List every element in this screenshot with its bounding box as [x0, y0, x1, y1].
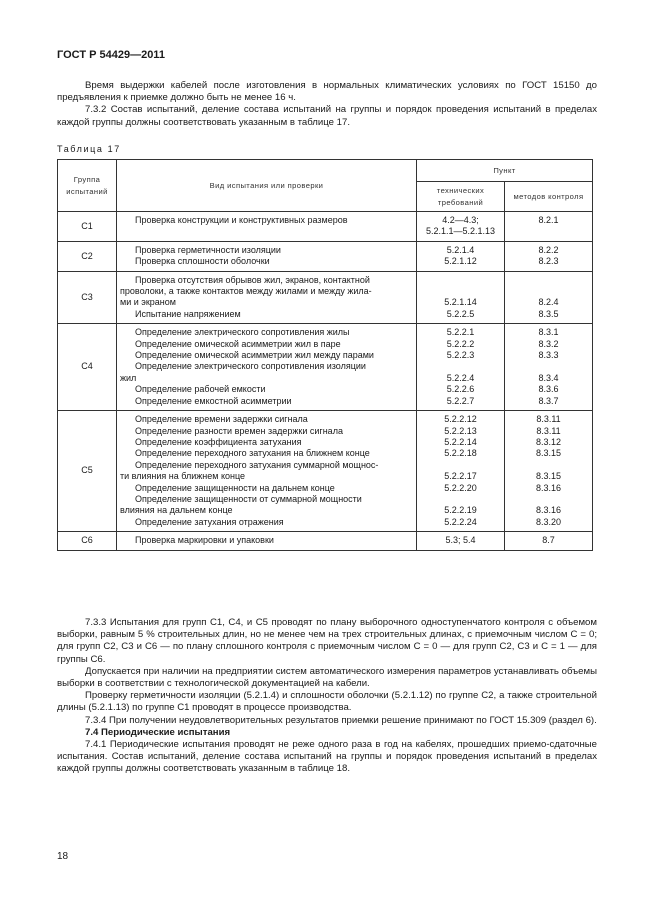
test-description: Определение рабочей емкости — [135, 384, 266, 395]
tech-req-clause-cell — [417, 532, 505, 550]
tech-req-clause: 5.2.2.18 — [444, 448, 477, 459]
method-clause — [505, 460, 592, 471]
method-clause: 8.3.7 — [538, 395, 559, 406]
test-description: Определение омической асимметрии жил в паре — [135, 338, 341, 349]
tech-req-clause: 5.2.2.20 — [444, 482, 477, 493]
tech-req-clause-cell — [417, 271, 505, 324]
method-clause — [505, 286, 592, 297]
method-clause: 8.3.12 — [535, 436, 562, 447]
test-description: Проверка сплошности оболочки — [135, 256, 270, 267]
method-clause: 8.3.4 — [538, 372, 559, 383]
test-description: Определение электрического сопротивления изоляции — [135, 361, 366, 372]
test-description: Определение переходного затухания на ближнем конце — [135, 448, 370, 459]
intro-paragraph-1: Время выдержки кабелей после изготовления в нормальных климатических условиях по ГОСТ 15150 до предъявления к приемке должно быть не менее 16 ч. — [57, 80, 597, 104]
tech-req-clause: 5.2.1.4 — [446, 244, 475, 255]
test-description: Определение переходного затухания суммарной мощнос- — [135, 459, 379, 470]
tech-req-clause — [417, 460, 504, 471]
method-clause — [505, 275, 592, 286]
method-clause: 8.3.15 — [535, 471, 562, 482]
method-clause-cell — [505, 324, 593, 411]
method-clause: 8.2.2 — [538, 244, 559, 255]
test-description-cell — [117, 411, 417, 532]
test-description-cell — [117, 532, 417, 550]
intro-text — [57, 80, 597, 129]
test-description: ти влияния на ближнем конце — [120, 471, 246, 482]
group-cell: С4 — [58, 324, 117, 411]
tech-req-clause-cell — [417, 241, 505, 271]
tech-req-clause: 5.2.2.13 — [444, 425, 477, 436]
header-tech: технических требований — [417, 182, 505, 212]
test-description — [117, 226, 416, 237]
method-clause: 8.3.5 — [538, 308, 559, 319]
tech-req-clause — [417, 286, 504, 297]
method-clause-cell — [505, 271, 593, 324]
tech-req-clause: 5.2.2.12 — [444, 414, 477, 425]
test-description: Проверка маркировки и упаковки — [135, 535, 274, 546]
test-description: Определение коэффициента затухания — [135, 436, 302, 447]
after-paragraph-2: Допускается при наличии на предприятии систем автоматического измерения параметров устанавливать объемы выборки в соответствии с технологической документацией на кабели. — [57, 665, 597, 690]
test-description: ми и экраном — [120, 297, 176, 308]
group-cell: С3 — [58, 271, 117, 324]
test-description-cell — [117, 241, 417, 271]
table-row — [58, 411, 593, 532]
header-group: Группа испытаний — [58, 160, 117, 212]
method-clause: 8.7 — [542, 535, 555, 546]
group-cell: С2 — [58, 241, 117, 271]
after-paragraph-1: 7.3.3 Испытания для групп С1, С4, и С5 проводят по плану выборочного одноступенчатого контроля с объемом выборки, равным 5 % строительных длин, но не менее чем на трех строительных длинах, с приемочным числом С = 0; для групп С2, С3 и С6 — по плану сплошного контроля с приемочным числом С = 0 — для групп С2, С3 и С = 1 — для группы С6. — [57, 617, 597, 665]
test-description: Проверка конструкции и конструктивных размеров — [135, 215, 348, 225]
test-description: Определение времени задержки сигнала — [135, 414, 308, 425]
tech-req-clause: 5.2.2.4 — [446, 372, 475, 383]
tech-req-clause — [417, 494, 504, 505]
table-caption: Таблица 17 — [57, 144, 121, 154]
test-description: Испытание напряжением — [135, 308, 241, 319]
header-kind: Вид испытания или проверки — [117, 160, 417, 212]
tech-req-clause: 5.2.2.5 — [446, 308, 475, 319]
intro-paragraph-2: 7.3.2 Состав испытаний, деление состава испытаний на группы и порядок проведения испытаний в пределах каждой группы должны соответствовать указанным в таблице 17. — [57, 104, 597, 128]
tech-req-clause: 5.2.2.1 — [446, 327, 475, 338]
test-description: Определение защищенности на дальнем конце — [135, 482, 335, 493]
tech-req-clause: 5.2.2.14 — [444, 436, 477, 447]
tech-req-clause-cell — [417, 324, 505, 411]
test-description-cell — [117, 212, 417, 242]
tech-req-clause: 5.2.1.14 — [444, 297, 477, 308]
tech-req-clause — [417, 361, 504, 372]
table-row — [58, 241, 593, 271]
group-cell: С6 — [58, 532, 117, 550]
group-cell: С1 — [58, 212, 117, 242]
method-clause — [505, 361, 592, 372]
method-clause-cell — [505, 411, 593, 532]
tech-req-clause: 5.2.2.6 — [446, 384, 475, 395]
test-description: Определение затухания отражения — [135, 516, 284, 527]
table-row — [58, 324, 593, 411]
test-description: Определение электрического сопротивления жилы — [135, 327, 350, 338]
section-title: 7.4 Периодические испытания — [85, 726, 231, 738]
tech-req-clause-cell — [417, 411, 505, 532]
test-description: проволоки, а также контактов между жилами и между жила- — [120, 286, 372, 297]
method-clause-cell — [505, 241, 593, 271]
tech-req-clause: 5.3; 5.4 — [445, 535, 476, 546]
page-number: 18 — [57, 851, 69, 862]
tech-req-clause — [417, 275, 504, 286]
header-methods: методов контроля — [505, 182, 593, 212]
after-paragraph-3: Проверку герметичности изоляции (5.2.1.4) и сплошности оболочки (5.2.1.12) по группе С2, а также строительной длины (5.2.1.13) по группе С1 проводят в процессе производства. — [57, 690, 597, 714]
method-clause: 8.3.6 — [538, 384, 559, 395]
group-cell: С5 — [58, 411, 117, 532]
method-clause: 8.3.3 — [538, 350, 559, 361]
method-clause: 8.3.16 — [535, 482, 562, 493]
tech-req-clause: 5.2.2.3 — [446, 350, 475, 361]
method-clause: 8.3.20 — [535, 516, 562, 527]
test-description: Проверка герметичности изоляции — [135, 244, 281, 255]
tech-req-clause: 5.2.1.12 — [444, 256, 477, 267]
table-row — [58, 271, 593, 324]
method-clause — [505, 494, 592, 505]
tech-req-clause: 5.2.2.24 — [444, 516, 477, 527]
method-clause: 8.3.15 — [535, 448, 562, 459]
method-clause: 8.3.16 — [535, 505, 562, 516]
table-row — [58, 532, 593, 550]
header-clause: Пункт — [417, 160, 593, 182]
test-description-cell — [117, 324, 417, 411]
tech-req-clause: 5.2.2.7 — [446, 395, 475, 406]
test-description: Определение емкостной асимметрии — [135, 395, 292, 406]
test-description: влияния на дальнем конце — [120, 505, 233, 516]
test-description: Определение омической асимметрии жил между парами — [135, 350, 374, 361]
after-paragraph-5: 7.4.1 Периодические испытания проводят не реже одного раза в год на кабелях, прошедших приемо-сдаточные испытания. Состав испытаний, деление состава испытаний на группы и порядок проведения испытаний в пределах каждой группы должны соответствовать указанным в таблице 18. — [57, 739, 597, 775]
test-description-cell — [117, 271, 417, 324]
test-description: Определение защищенности от суммарной мощности — [135, 493, 362, 504]
document-header: ГОСТ Р 54429—2011 — [57, 49, 165, 61]
tech-req-clause-cell — [417, 212, 505, 242]
method-clause: 8.3.11 — [536, 414, 561, 425]
method-clause: 8.3.2 — [538, 338, 559, 349]
test-description: Проверка отсутствия обрывов жил, экранов, контактной — [135, 274, 370, 285]
method-clause: 8.3.1 — [538, 327, 559, 338]
after-text — [57, 617, 597, 776]
tech-req-clause: 5.2.2.19 — [444, 505, 477, 516]
method-clause: 8.2.3 — [538, 256, 559, 267]
test-description: жил — [120, 372, 137, 383]
method-clause-cell — [505, 212, 593, 242]
method-clause: 8.3.11 — [536, 425, 561, 436]
test-groups-table — [57, 159, 593, 551]
table-row — [58, 212, 593, 242]
method-clause: 8.2.4 — [538, 297, 559, 308]
tech-req-clause: 5.2.2.2 — [446, 338, 475, 349]
tech-req-clause: 4.2—4.3; — [442, 215, 479, 225]
tech-req-clause: 5.2.2.17 — [444, 471, 477, 482]
after-paragraph-4: 7.3.4 При получении неудовлетворительных результатов приемки решение принимают по ГОСТ 15.309 (раздел 6). — [85, 714, 597, 726]
method-clause: 8.2.1 — [538, 215, 559, 225]
method-clause-cell — [505, 532, 593, 550]
method-clause — [505, 226, 592, 237]
tech-req-clause: 5.2.1.1—5.2.1.13 — [425, 226, 496, 237]
test-description: Определение разности времен задержки сигнала — [135, 425, 343, 436]
